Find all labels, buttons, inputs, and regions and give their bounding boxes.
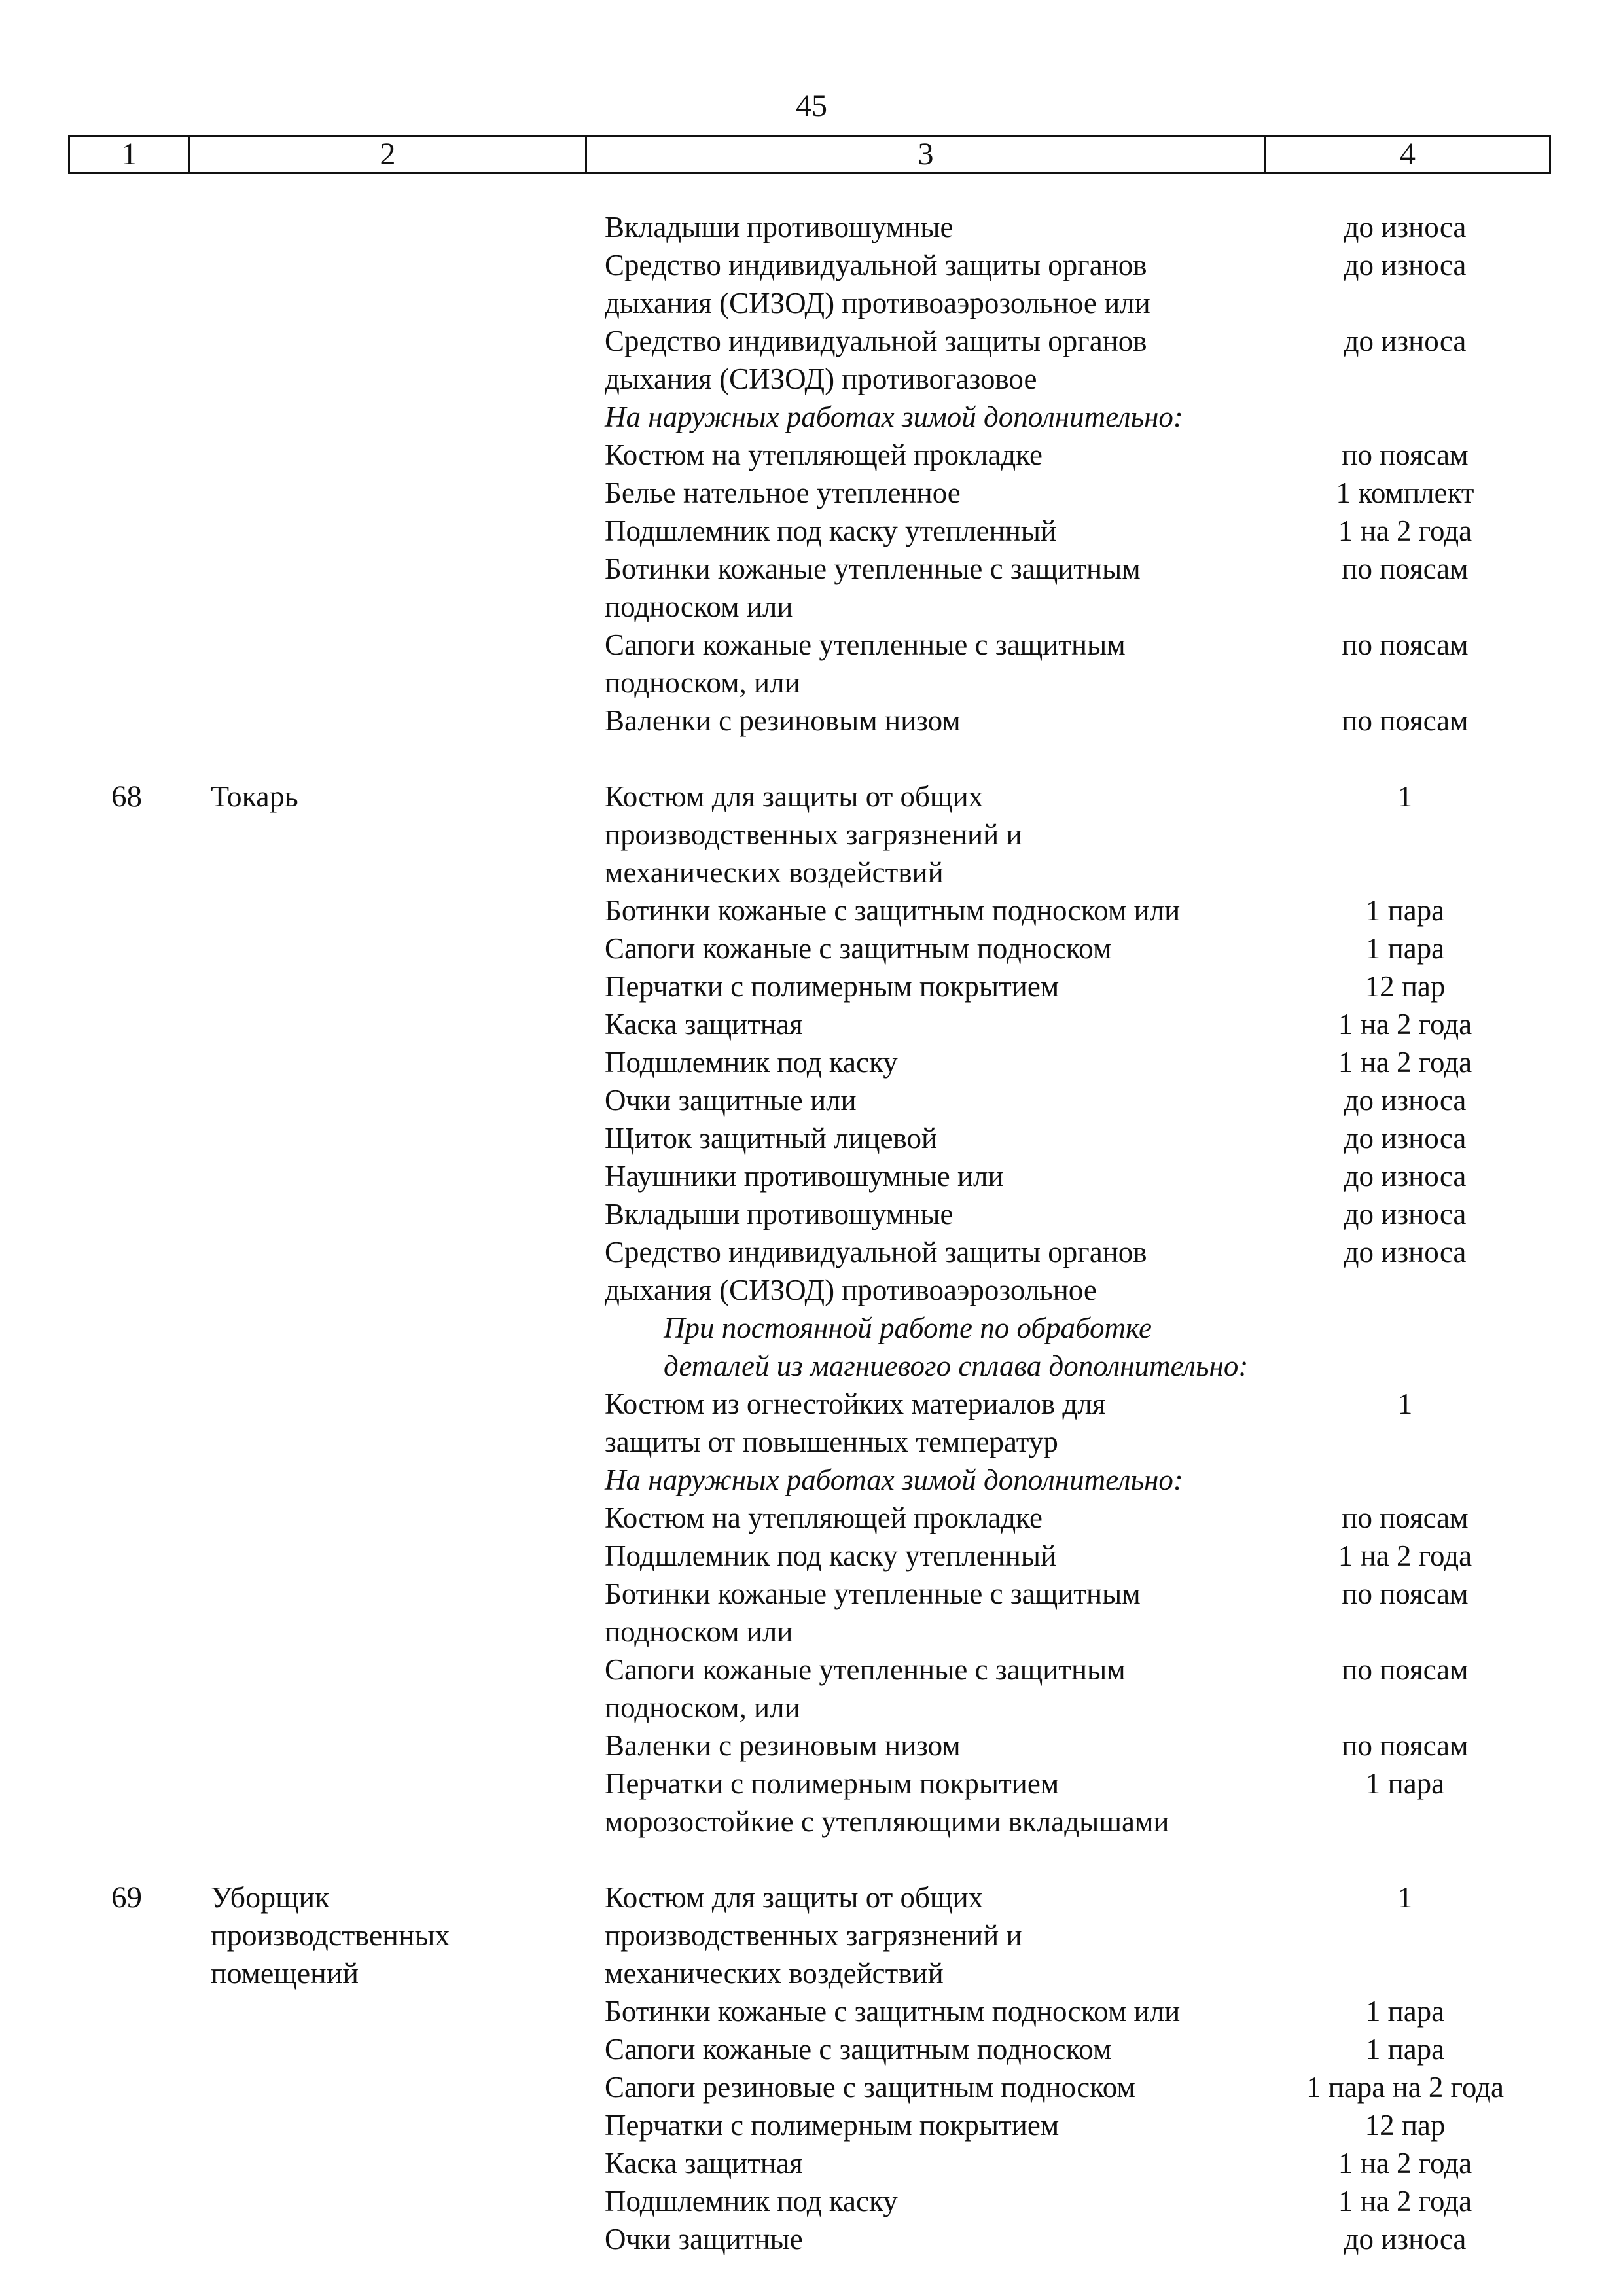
ppe-item-row [605, 1878, 1551, 1992]
ppe-item-row [605, 1081, 1551, 1119]
ppe-item-norm: по поясам [1342, 439, 1469, 471]
ppe-item-row [605, 1157, 1551, 1195]
ppe-item-name: Очки защитные [605, 2223, 803, 2255]
section-note: При постоянной работе по обработке деталей из магниевого сплава дополнительно: [664, 1312, 1249, 1382]
ppe-item-name: Сапоги кожаные утепленные с защитным подноском, или [605, 1653, 1126, 1724]
ppe-item-row [605, 1233, 1551, 1309]
ppe-item-norm: по поясам [1342, 552, 1469, 585]
section-note: На наружных работах зимой дополнительно: [605, 401, 1183, 433]
ppe-item-name: Средство индивидуальной защиты органов дыхания (СИЗОД) противогазовое [605, 325, 1147, 395]
ppe-item-norm: 1 на 2 года [1338, 1008, 1472, 1041]
ppe-item-norm: 1 на 2 года [1338, 1539, 1472, 1572]
ppe-item-row [605, 929, 1551, 967]
ppe-item-norm: 1 на 2 года [1338, 514, 1472, 547]
ppe-item-name: Костюм для защиты от общих производственных загрязнений и механических воздействий [605, 1881, 1022, 1990]
ppe-item-norm: 1 пара [1365, 932, 1445, 965]
ppe-item-list [605, 778, 1551, 1840]
ppe-item-name: Очки защитные или [605, 1084, 857, 1117]
ppe-item-norm: до износа [1344, 1160, 1467, 1193]
ppe-item-row [605, 1992, 1551, 2030]
ppe-item-norm: 1 на 2 года [1338, 2147, 1472, 2179]
table-header-row [68, 135, 1551, 174]
ppe-item-norm: 1 на 2 года [1338, 2185, 1472, 2217]
ppe-item-row [605, 2144, 1551, 2182]
profession-name-line: производственных [211, 1918, 450, 1952]
ppe-item-norm: 1 пара [1365, 1767, 1445, 1800]
ppe-item-name: Ботинки кожаные с защитным подноском или [605, 894, 1181, 927]
ppe-item-row [605, 2220, 1551, 2258]
profession-name-line: Уборщик [211, 1880, 330, 1914]
profession-name [211, 778, 577, 816]
ppe-item-name: Подшлемник под каску [605, 1046, 898, 1079]
ppe-item-row [605, 1119, 1551, 1157]
ppe-item-row [605, 2182, 1551, 2220]
ppe-item-norm: 12 пар [1364, 2109, 1446, 2142]
ppe-item-name: Ботинки кожаные утепленные с защитным подноском или [605, 1577, 1141, 1648]
header-cell-col-4: 4 [1400, 137, 1416, 171]
ppe-item-norm: 1 пара [1365, 894, 1445, 927]
ppe-item-norm: по поясам [1342, 1501, 1469, 1534]
ppe-item-row [605, 2030, 1551, 2068]
ppe-item-row [605, 474, 1551, 512]
ppe-item-list [605, 208, 1551, 740]
ppe-item-name: Валенки с резиновым низом [605, 704, 961, 737]
ppe-item-row [605, 2106, 1551, 2144]
page-number: 45 [796, 88, 827, 123]
ppe-item-norm: 1 на 2 года [1338, 1046, 1472, 1079]
ppe-item-norm: 1 пара [1365, 2033, 1445, 2066]
ppe-item-row [605, 1385, 1551, 1461]
ppe-item-row [605, 436, 1551, 474]
ppe-item-norm: до износа [1344, 2223, 1467, 2255]
ppe-item-row [605, 1195, 1551, 1233]
ppe-item-norm: до износа [1344, 325, 1467, 357]
ppe-item-name: Сапоги кожаные утепленные с защитным подноском, или [605, 628, 1126, 699]
ppe-item-name: Костюм для защиты от общих производственных загрязнений и механических воздействий [605, 780, 1022, 889]
ppe-item-name: Сапоги кожаные с защитным подноском [605, 2033, 1112, 2066]
ppe-item-list [605, 1878, 1551, 2258]
ppe-item-norm: до износа [1344, 1198, 1467, 1230]
ppe-item-norm: по поясам [1342, 628, 1469, 661]
norms-table-body [0, 208, 1623, 2258]
ppe-item-row [605, 1499, 1551, 1537]
profession-entry [0, 208, 1623, 740]
ppe-item-row [605, 1537, 1551, 1575]
profession-entry [0, 778, 1623, 1840]
profession-name [211, 1878, 577, 1992]
ppe-item-norm: 1 пара на 2 года [1306, 2071, 1504, 2104]
ppe-item-row [605, 626, 1551, 702]
header-cell-col-3: 3 [587, 137, 1266, 172]
ppe-item-norm: до износа [1344, 249, 1467, 281]
ppe-item-name: Вкладыши противошумные [605, 1198, 954, 1230]
ppe-item-name: Костюм на утепляющей прокладке [605, 439, 1043, 471]
ppe-item-row [605, 322, 1551, 398]
ppe-item-name: Средство индивидуальной защиты органов дыхания (СИЗОД) противоаэрозольное [605, 1236, 1147, 1306]
ppe-item-name: Сапоги резиновые с защитным подноском [605, 2071, 1135, 2104]
profession-name-line: Токарь [211, 780, 298, 813]
ppe-item-row [605, 1575, 1551, 1651]
profession-entry [0, 1878, 1623, 2258]
header-cell-col-2: 2 [190, 137, 587, 172]
ppe-item-norm: по поясам [1342, 704, 1469, 737]
ppe-item-norm: 1 [1397, 1388, 1413, 1420]
header-cell-col-1: 1 [70, 137, 190, 172]
ppe-item-name: Подшлемник под каску утепленный [605, 1539, 1057, 1572]
ppe-item-name: Перчатки с полимерным покрытием морозостойкие с утепляющими вкладышами [605, 1767, 1169, 1838]
ppe-item-norm: 12 пар [1364, 970, 1446, 1003]
ppe-item-row [605, 1727, 1551, 1765]
ppe-item-norm: до износа [1344, 211, 1467, 243]
ppe-item-name: Вкладыши противошумные [605, 211, 954, 243]
ppe-item-name: Ботинки кожаные утепленные с защитным подноском или [605, 552, 1141, 623]
entry-number: 69 [111, 1880, 142, 1914]
ppe-item-norm: по поясам [1342, 1577, 1469, 1610]
ppe-item-norm: 1 пара [1365, 1995, 1445, 2028]
ppe-item-name: Белье нательное утепленное [605, 476, 961, 509]
ppe-item-norm: до износа [1344, 1084, 1467, 1117]
ppe-item-norm: 1 [1397, 780, 1413, 813]
ppe-item-row [605, 778, 1551, 891]
ppe-item-row [605, 246, 1551, 322]
ppe-item-norm: по поясам [1342, 1729, 1469, 1762]
ppe-item-name: Каска защитная [605, 2147, 803, 2179]
ppe-item-name: Подшлемник под каску утепленный [605, 514, 1057, 547]
ppe-item-name: Каска защитная [605, 1008, 803, 1041]
ppe-item-name: Ботинки кожаные с защитным подноском или [605, 1995, 1181, 2028]
ppe-item-name: Подшлемник под каску [605, 2185, 898, 2217]
ppe-item-name: Перчатки с полимерным покрытием [605, 970, 1060, 1003]
ppe-item-name: Валенки с резиновым низом [605, 1729, 961, 1762]
ppe-item-row [605, 2068, 1551, 2106]
ppe-item-row [605, 1765, 1551, 1840]
ppe-item-row [605, 702, 1551, 740]
ppe-item-row [605, 1005, 1551, 1043]
ppe-item-name: Средство индивидуальной защиты органов дыхания (СИЗОД) противоаэрозольное или [605, 249, 1150, 319]
ppe-item-row [605, 1651, 1551, 1727]
ppe-item-norm: по поясам [1342, 1653, 1469, 1686]
ppe-item-row [605, 891, 1551, 929]
ppe-item-name: Сапоги кожаные с защитным подноском [605, 932, 1112, 965]
ppe-item-norm: 1 [1397, 1881, 1413, 1914]
ppe-item-row [605, 967, 1551, 1005]
ppe-item-norm: 1 комплект [1336, 476, 1474, 509]
ppe-item-name: Костюм из огнестойких материалов для защиты от повышенных температур [605, 1388, 1106, 1458]
ppe-item-row [605, 1043, 1551, 1081]
ppe-item-norm: до износа [1344, 1122, 1467, 1155]
ppe-item-norm: до износа [1344, 1236, 1467, 1268]
profession-name-line: помещений [211, 1956, 359, 1990]
entry-number: 68 [111, 780, 142, 814]
ppe-item-name: Перчатки с полимерным покрытием [605, 2109, 1060, 2142]
ppe-item-row [605, 550, 1551, 626]
ppe-item-row [605, 512, 1551, 550]
ppe-item-row [605, 208, 1551, 246]
ppe-item-name: Щиток защитный лицевой [605, 1122, 938, 1155]
ppe-item-name: Костюм на утепляющей прокладке [605, 1501, 1043, 1534]
ppe-item-name: Наушники противошумные или [605, 1160, 1004, 1193]
section-note: На наружных работах зимой дополнительно: [605, 1463, 1183, 1496]
